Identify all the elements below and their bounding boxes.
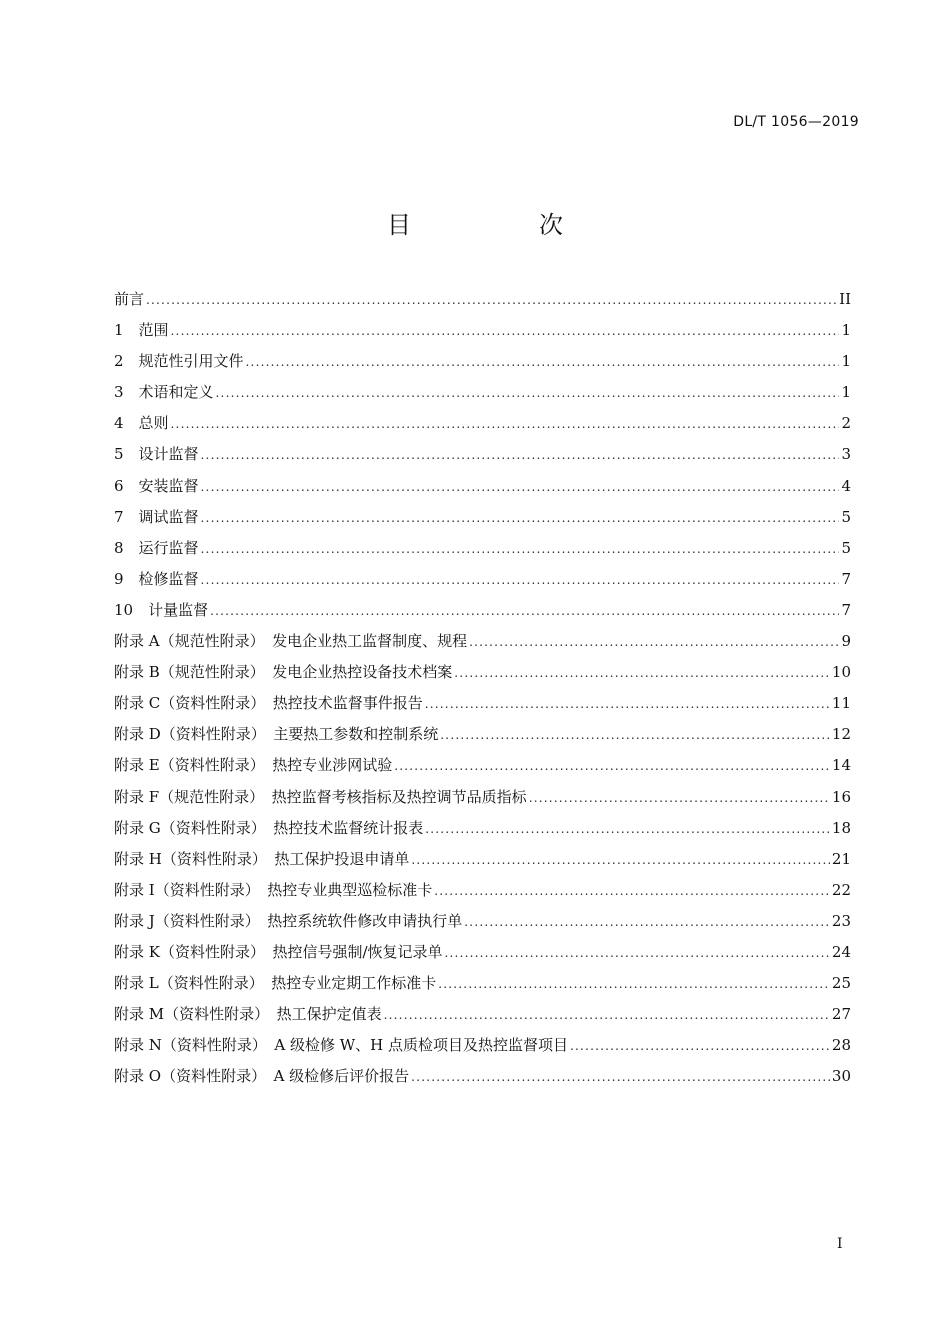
toc-entry[interactable] bbox=[114, 439, 851, 470]
toc-entry[interactable] bbox=[114, 626, 851, 657]
toc-entry-label: 7 调试监督 bbox=[114, 507, 199, 526]
toc-entry-page: 22 bbox=[831, 880, 851, 899]
toc-entry-label: 附录 K（资料性附录） 热控信号强制/恢复记录单 bbox=[114, 942, 443, 961]
standard-code: DL/T 1056—2019 bbox=[733, 114, 859, 130]
toc-dot-leader bbox=[246, 347, 840, 378]
toc-entry[interactable] bbox=[114, 595, 851, 626]
toc-entry[interactable] bbox=[114, 937, 851, 968]
toc-entry[interactable] bbox=[114, 719, 851, 750]
toc-dot-leader bbox=[171, 316, 840, 347]
toc-dot-leader bbox=[454, 658, 830, 689]
toc-entry[interactable] bbox=[114, 346, 851, 377]
toc-entry[interactable] bbox=[114, 471, 851, 502]
toc-entry[interactable] bbox=[114, 315, 851, 346]
toc-entry[interactable] bbox=[114, 1061, 851, 1092]
toc-dot-leader bbox=[146, 285, 837, 316]
toc-dot-leader bbox=[570, 1031, 830, 1062]
toc-entry-label: 3 术语和定义 bbox=[114, 383, 214, 402]
toc-dot-leader bbox=[201, 472, 840, 503]
toc-entry[interactable] bbox=[114, 502, 851, 533]
toc-entry-label: 8 运行监督 bbox=[114, 538, 199, 557]
toc-entry[interactable] bbox=[114, 906, 851, 937]
toc-entry-page: 16 bbox=[831, 787, 851, 806]
toc-entry-page: 1 bbox=[841, 383, 851, 402]
toc-entry-page: 24 bbox=[831, 942, 851, 961]
page-title: 目 次 bbox=[387, 211, 615, 239]
toc-entry[interactable] bbox=[114, 750, 851, 781]
toc-entry[interactable] bbox=[114, 377, 851, 408]
toc-entry[interactable] bbox=[114, 844, 851, 875]
toc-entry-page: 21 bbox=[831, 849, 851, 868]
toc-dot-leader bbox=[201, 534, 840, 565]
toc-entry-label: 附录 I（资料性附录） 热控专业典型巡检标准卡 bbox=[114, 880, 433, 899]
toc-entry-label: 附录 C（资料性附录） 热控技术监督事件报告 bbox=[114, 694, 423, 713]
toc-entry-page: 14 bbox=[831, 756, 851, 775]
toc-entry-label: 附录 E（资料性附录） 热控专业涉网试验 bbox=[114, 756, 393, 775]
toc-dot-leader bbox=[171, 409, 840, 440]
toc-entry-page: 7 bbox=[841, 569, 851, 588]
toc-dot-leader bbox=[425, 689, 830, 720]
toc-entry-label: 6 安装监督 bbox=[114, 476, 199, 495]
toc-dot-leader bbox=[529, 783, 830, 814]
toc-entry[interactable] bbox=[114, 782, 851, 813]
toc-entry[interactable] bbox=[114, 813, 851, 844]
toc-dot-leader bbox=[394, 751, 830, 782]
toc-entry-page: 10 bbox=[831, 663, 851, 682]
toc-entry-page: II bbox=[839, 290, 851, 308]
toc-entry-label: 10 计量监督 bbox=[114, 600, 209, 619]
toc-entry[interactable] bbox=[114, 564, 851, 595]
toc-entry-label: 前言 bbox=[114, 290, 145, 308]
toc-entry-label: 2 规范性引用文件 bbox=[114, 352, 244, 371]
toc-entry-page: 3 bbox=[841, 445, 851, 464]
toc-entry-label: 附录 J（资料性附录） 热控系统软件修改申请执行单 bbox=[114, 911, 463, 930]
toc-entry-page: 5 bbox=[841, 538, 851, 557]
toc-entry-page: 11 bbox=[831, 694, 851, 713]
toc-entry-label: 4 总则 bbox=[114, 414, 169, 433]
toc-entry-page: 1 bbox=[841, 352, 851, 371]
toc-entry-page: 5 bbox=[841, 507, 851, 526]
toc-dot-leader bbox=[469, 627, 839, 658]
toc-entry[interactable] bbox=[114, 533, 851, 564]
toc-entry-page: 25 bbox=[831, 974, 851, 993]
toc-entry[interactable] bbox=[114, 1030, 851, 1061]
toc-entry-label: 附录 O（资料性附录） A 级检修后评价报告 bbox=[114, 1067, 410, 1086]
toc-entry-page: 2 bbox=[841, 414, 851, 433]
toc-dot-leader bbox=[201, 440, 840, 471]
toc-dot-leader bbox=[440, 720, 830, 751]
toc-entry-page: 7 bbox=[841, 600, 851, 619]
toc-dot-leader bbox=[384, 1000, 830, 1031]
toc-entry-label: 附录 M（资料性附录） 热工保护定值表 bbox=[114, 1005, 382, 1024]
toc-dot-leader bbox=[411, 1062, 830, 1093]
toc-dot-leader bbox=[216, 378, 840, 409]
toc-dot-leader bbox=[201, 565, 840, 596]
toc-entry-label: 9 检修监督 bbox=[114, 569, 199, 588]
toc-entry[interactable] bbox=[114, 968, 851, 999]
toc-dot-leader bbox=[464, 907, 830, 938]
toc-entry-page: 1 bbox=[841, 321, 851, 340]
toc-entry-label: 1 范围 bbox=[114, 321, 169, 340]
toc-entry-page: 28 bbox=[831, 1036, 851, 1055]
toc-entry-label: 附录 D（资料性附录） 主要热工参数和控制系统 bbox=[114, 725, 439, 744]
toc-entry-label: 5 设计监督 bbox=[114, 445, 199, 464]
toc-entry-label: 附录 F（规范性附录） 热控监督考核指标及热控调节品质指标 bbox=[114, 787, 527, 806]
toc-entry-page: 30 bbox=[831, 1067, 851, 1086]
toc-entry[interactable] bbox=[114, 657, 851, 688]
toc-entry[interactable] bbox=[114, 408, 851, 439]
toc-entry-label: 附录 B（规范性附录） 发电企业热控设备技术档案 bbox=[114, 663, 453, 682]
toc-dot-leader bbox=[434, 876, 830, 907]
page-number: I bbox=[837, 1236, 843, 1252]
toc-entry-page: 18 bbox=[831, 818, 851, 837]
toc-entry-page: 12 bbox=[831, 725, 851, 744]
toc-entry[interactable] bbox=[114, 284, 851, 315]
toc-entry-label: 附录 H（资料性附录） 热工保护投退申请单 bbox=[114, 849, 410, 868]
toc-entry[interactable] bbox=[114, 999, 851, 1030]
toc-entry-page: 9 bbox=[841, 632, 851, 651]
toc-entry[interactable] bbox=[114, 688, 851, 719]
toc-entry-page: 27 bbox=[831, 1005, 851, 1024]
toc-entry-label: 附录 A（规范性附录） 发电企业热工监督制度、规程 bbox=[114, 632, 468, 651]
toc-dot-leader bbox=[201, 503, 840, 534]
toc-entry-label: 附录 G（资料性附录） 热控技术监督统计报表 bbox=[114, 818, 424, 837]
table-of-contents bbox=[114, 284, 851, 1092]
toc-entry-page: 4 bbox=[841, 476, 851, 495]
toc-dot-leader bbox=[445, 938, 830, 969]
toc-dot-leader bbox=[438, 969, 830, 1000]
toc-dot-leader bbox=[425, 814, 830, 845]
toc-dot-leader bbox=[210, 596, 839, 627]
toc-entry[interactable] bbox=[114, 875, 851, 906]
toc-dot-leader bbox=[411, 845, 830, 876]
toc-entry-label: 附录 L（资料性附录） 热控专业定期工作标准卡 bbox=[114, 974, 437, 993]
toc-entry-page: 23 bbox=[831, 911, 851, 930]
toc-entry-label: 附录 N（资料性附录） A 级检修 W、H 点质检项目及热控监督项目 bbox=[114, 1036, 569, 1055]
